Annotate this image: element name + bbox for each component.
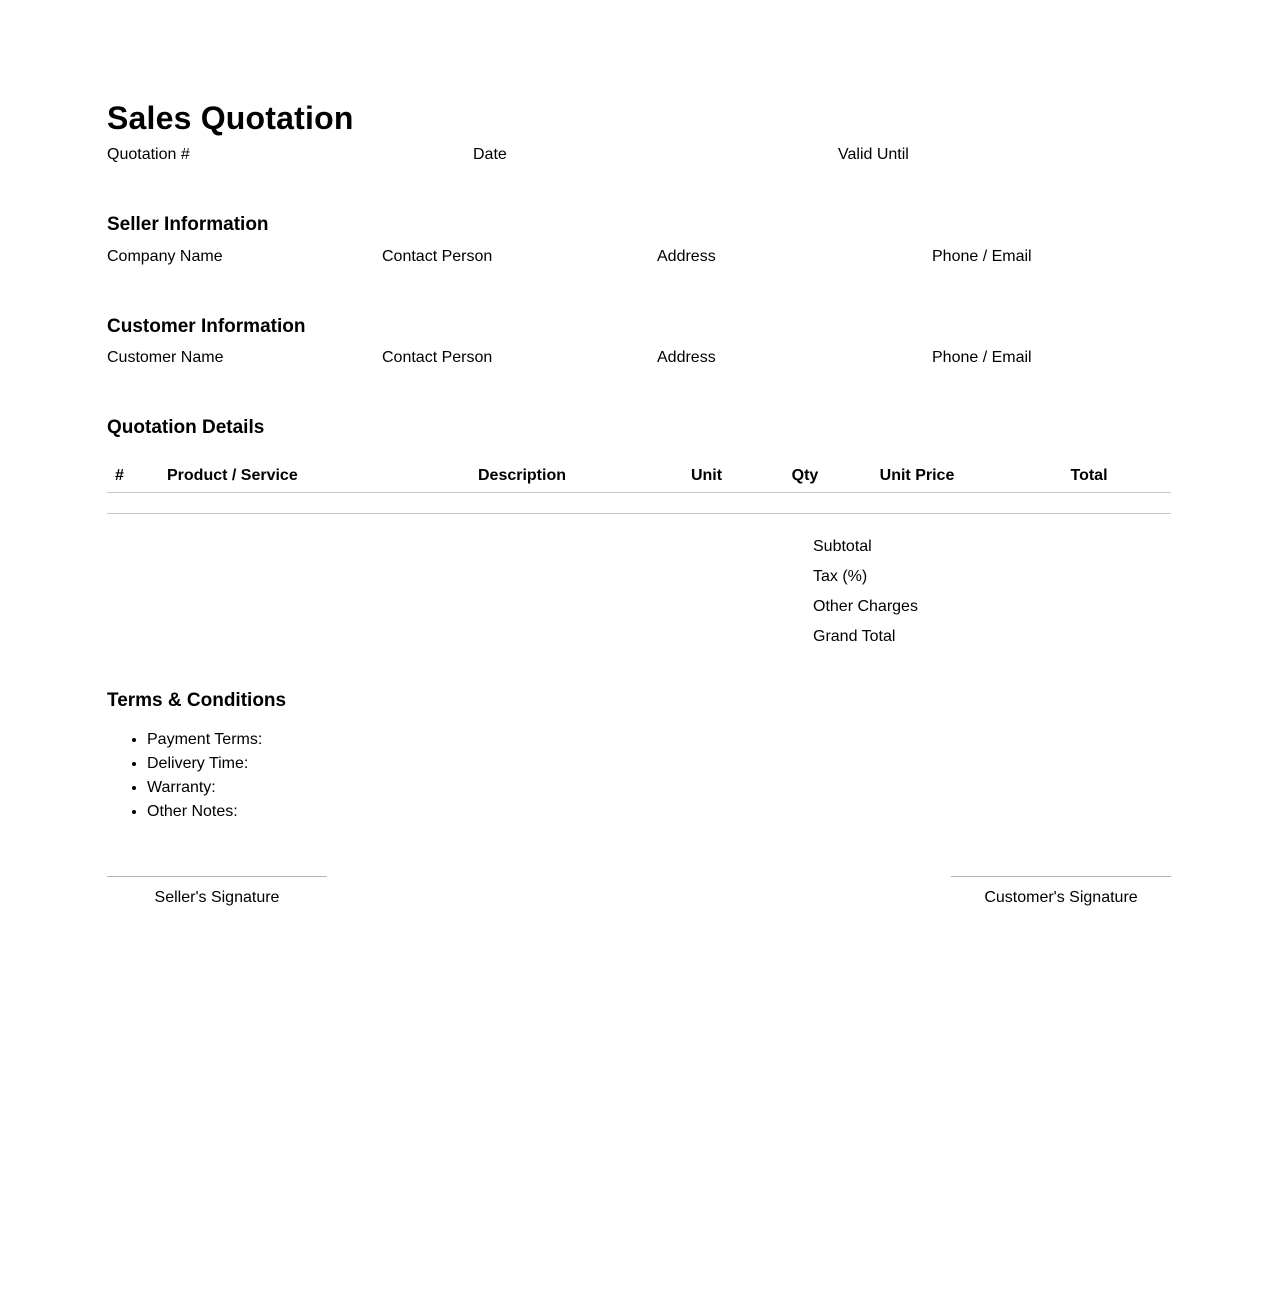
items-table-header-row	[107, 467, 1171, 493]
customer-information-heading: Customer Information	[107, 315, 306, 337]
totals-block	[813, 532, 1171, 652]
term-other-notes: • Other Notes:	[147, 800, 1171, 824]
col-header-qty: Qty	[783, 467, 827, 493]
seller-address-label: Address	[657, 247, 716, 265]
quotation-items-table	[107, 467, 1171, 514]
other-charges-label: Other Charges	[813, 598, 918, 616]
customer-name-label: Customer Name	[107, 349, 224, 367]
tax-label: Tax (%)	[813, 568, 868, 586]
term-warranty: • Warranty:	[147, 776, 1171, 800]
seller-company-name-label: Company Name	[107, 247, 223, 265]
customer-address-label: Address	[657, 349, 716, 367]
empty-item-row	[107, 493, 1171, 514]
term-delivery-time: • Delivery Time:	[147, 752, 1171, 776]
date-label: Date	[473, 145, 507, 163]
seller-contact-person-label: Contact Person	[382, 247, 493, 265]
customer-contact-person-label: Contact Person	[382, 349, 493, 367]
term-payment-terms: • Payment Terms:	[147, 728, 1171, 752]
signatures-row	[107, 876, 1171, 967]
col-header-total: Total	[1007, 467, 1171, 493]
col-header-product-service: Product / Service	[159, 467, 414, 493]
table-row	[107, 493, 1171, 514]
customer-info-row	[107, 349, 1171, 367]
customer-phone-email-label: Phone / Email	[932, 349, 1032, 367]
col-header-unit: Unit	[630, 467, 783, 493]
terms-conditions-heading: Terms & Conditions	[107, 690, 287, 712]
valid-until-label: Valid Until	[838, 145, 909, 163]
col-header-description: Description	[414, 467, 630, 493]
seller-info-row	[107, 248, 1171, 266]
col-header-number: #	[107, 467, 159, 493]
customer-signature-label: Customer's Signature	[951, 876, 1171, 907]
col-header-unit-price: Unit Price	[827, 467, 1007, 493]
subtotal-label: Subtotal	[813, 538, 872, 556]
seller-signature-label: Seller's Signature	[107, 876, 327, 907]
quotation-number-label: Quotation #	[107, 145, 190, 163]
sales-quotation-document	[107, 0, 1171, 967]
page-title: Sales Quotation	[107, 100, 354, 136]
quotation-meta-row	[107, 146, 1171, 164]
seller-phone-email-label: Phone / Email	[932, 247, 1032, 265]
grand-total-label: Grand Total	[813, 628, 896, 646]
terms-list	[107, 728, 1171, 824]
quotation-details-heading: Quotation Details	[107, 417, 265, 439]
seller-information-heading: Seller Information	[107, 213, 269, 235]
